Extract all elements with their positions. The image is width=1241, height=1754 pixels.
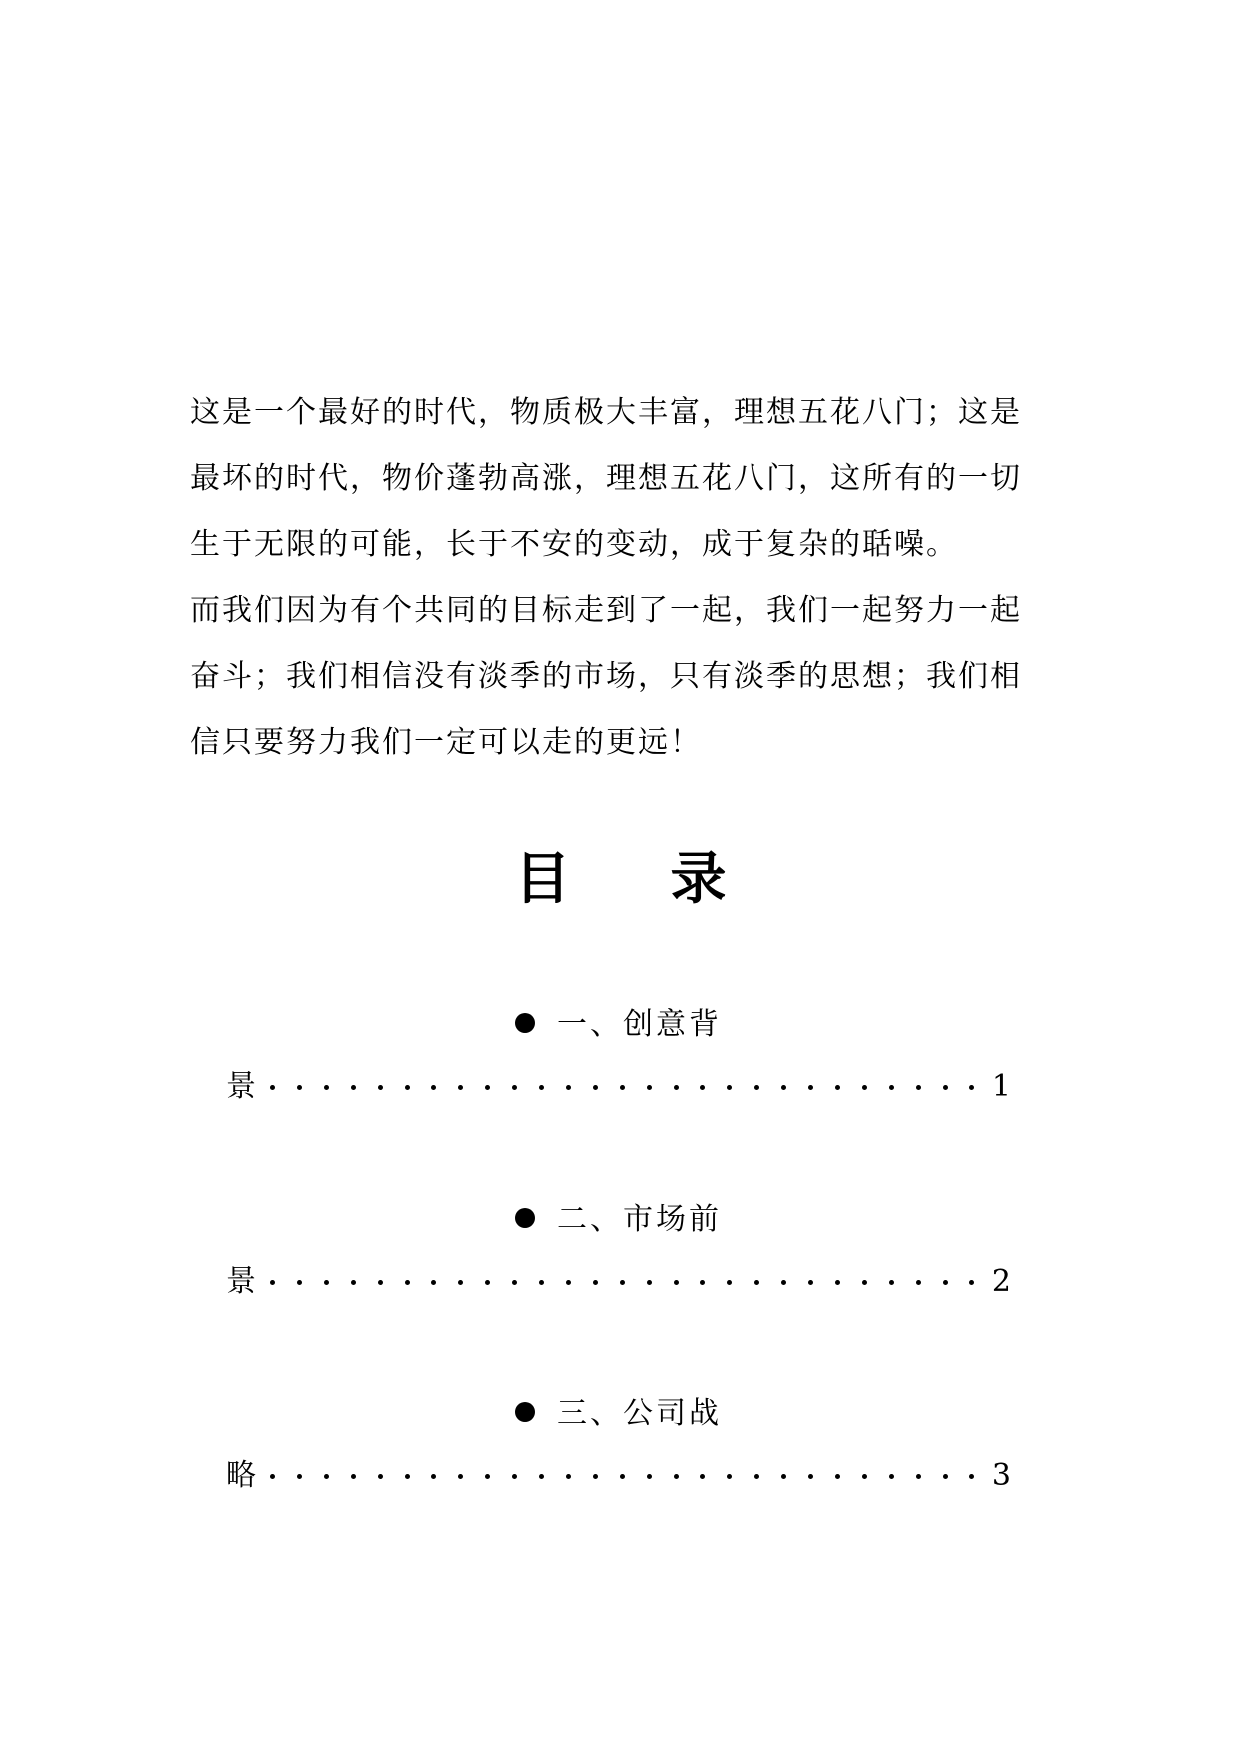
- leader-dot: [674, 1474, 679, 1479]
- intro-line: 奋斗；我们相信没有淡季的市场，只有淡季的思想；我们相: [190, 659, 1022, 694]
- leader-dot: [405, 1085, 410, 1090]
- leader-dot: [969, 1474, 974, 1479]
- leader-dot: [727, 1280, 732, 1285]
- leader-dot: [835, 1474, 840, 1479]
- leader-dot: [324, 1280, 329, 1285]
- leader-dot: [270, 1474, 275, 1479]
- dot-leader: [270, 1262, 985, 1302]
- leader-dot: [943, 1280, 948, 1285]
- leader-dot: [485, 1474, 490, 1479]
- leader-dot: [512, 1280, 517, 1285]
- leader-dot: [781, 1085, 786, 1090]
- leader-dot: [781, 1474, 786, 1479]
- leader-dot: [889, 1474, 894, 1479]
- leader-dot: [862, 1474, 867, 1479]
- leader-dot: [539, 1474, 544, 1479]
- dot-leader: [270, 1067, 985, 1107]
- leader-dot: [754, 1280, 759, 1285]
- toc-entry-tail: [226, 1262, 1011, 1302]
- leader-dot: [943, 1085, 948, 1090]
- leader-dot: [378, 1280, 383, 1285]
- leader-dot: [781, 1280, 786, 1285]
- intro-line: 生于无限的可能，长于不安的变动，成于复杂的聒噪。: [190, 527, 958, 562]
- toc-entry-title: 二、市场前: [557, 1202, 722, 1237]
- leader-dot: [458, 1085, 463, 1090]
- leader-dot: [566, 1085, 571, 1090]
- intro-line: 这是一个最好的时代，物质极大丰富，理想五花八门；这是: [190, 395, 1022, 430]
- leader-dot: [405, 1474, 410, 1479]
- bullet-icon: [515, 1402, 535, 1422]
- leader-dot: [727, 1085, 732, 1090]
- leader-dot: [808, 1085, 813, 1090]
- leader-dot: [862, 1085, 867, 1090]
- toc-entry-title-end: 略: [226, 1458, 256, 1493]
- toc-page-number: 1: [991, 1069, 1011, 1104]
- leader-dot: [835, 1085, 840, 1090]
- leader-dot: [727, 1474, 732, 1479]
- leader-dot: [916, 1474, 921, 1479]
- intro-line: 而我们因为有个共同的目标走到了一起，我们一起努力一起: [190, 593, 1022, 628]
- toc-title-left: 目: [514, 847, 571, 912]
- toc-entry-title: 一、创意背: [557, 1007, 722, 1042]
- toc-title: [0, 845, 1241, 915]
- leader-dot: [431, 1085, 436, 1090]
- leader-dot: [620, 1085, 625, 1090]
- leader-dot: [378, 1474, 383, 1479]
- leader-dot: [539, 1280, 544, 1285]
- leader-dot: [405, 1280, 410, 1285]
- leader-dot: [620, 1474, 625, 1479]
- leader-dot: [808, 1280, 813, 1285]
- leader-dot: [351, 1474, 356, 1479]
- leader-dot: [485, 1280, 490, 1285]
- intro-line: 最坏的时代，物价蓬勃高涨，理想五花八门，这所有的一切: [190, 461, 1022, 496]
- toc-entry-title-end: 景: [226, 1264, 256, 1299]
- dot-leader: [270, 1456, 985, 1496]
- leader-dot: [674, 1085, 679, 1090]
- leader-dot: [297, 1280, 302, 1285]
- leader-dot: [754, 1085, 759, 1090]
- leader-dot: [324, 1474, 329, 1479]
- intro-paragraph: [190, 380, 1060, 776]
- leader-dot: [324, 1085, 329, 1090]
- leader-dot: [485, 1085, 490, 1090]
- toc-page-number: 2: [991, 1264, 1011, 1299]
- leader-dot: [943, 1474, 948, 1479]
- leader-dot: [808, 1474, 813, 1479]
- leader-dot: [593, 1280, 598, 1285]
- leader-dot: [916, 1085, 921, 1090]
- bullet-icon: [515, 1208, 535, 1228]
- toc-entry-tail: [226, 1456, 1011, 1496]
- leader-dot: [566, 1474, 571, 1479]
- toc-page-number: 3: [991, 1458, 1011, 1493]
- bullet-icon: [515, 1013, 535, 1033]
- leader-dot: [378, 1085, 383, 1090]
- leader-dot: [593, 1474, 598, 1479]
- intro-line: 信只要努力我们一定可以走的更远！: [190, 725, 702, 760]
- toc-title-right: 录: [670, 847, 727, 912]
- toc-entry-head: [515, 1200, 722, 1240]
- leader-dot: [431, 1280, 436, 1285]
- leader-dot: [458, 1474, 463, 1479]
- leader-dot: [512, 1474, 517, 1479]
- leader-dot: [835, 1280, 840, 1285]
- leader-dot: [700, 1280, 705, 1285]
- leader-dot: [351, 1085, 356, 1090]
- leader-dot: [351, 1280, 356, 1285]
- leader-dot: [889, 1280, 894, 1285]
- leader-dot: [674, 1280, 679, 1285]
- toc-entry-head: [515, 1394, 722, 1434]
- leader-dot: [620, 1280, 625, 1285]
- leader-dot: [969, 1085, 974, 1090]
- leader-dot: [297, 1474, 302, 1479]
- leader-dot: [647, 1085, 652, 1090]
- leader-dot: [700, 1085, 705, 1090]
- leader-dot: [647, 1474, 652, 1479]
- leader-dot: [647, 1280, 652, 1285]
- leader-dot: [754, 1474, 759, 1479]
- leader-dot: [862, 1280, 867, 1285]
- toc-entry-title: 三、公司战: [557, 1396, 722, 1431]
- leader-dot: [969, 1280, 974, 1285]
- leader-dot: [431, 1474, 436, 1479]
- leader-dot: [458, 1280, 463, 1285]
- toc-entry-tail: [226, 1067, 1011, 1107]
- leader-dot: [297, 1085, 302, 1090]
- toc-entry-head: [515, 1005, 722, 1045]
- leader-dot: [700, 1474, 705, 1479]
- leader-dot: [593, 1085, 598, 1090]
- leader-dot: [539, 1085, 544, 1090]
- leader-dot: [270, 1085, 275, 1090]
- leader-dot: [566, 1280, 571, 1285]
- toc-entry-title-end: 景: [226, 1069, 256, 1104]
- leader-dot: [889, 1085, 894, 1090]
- leader-dot: [512, 1085, 517, 1090]
- leader-dot: [270, 1280, 275, 1285]
- leader-dot: [916, 1280, 921, 1285]
